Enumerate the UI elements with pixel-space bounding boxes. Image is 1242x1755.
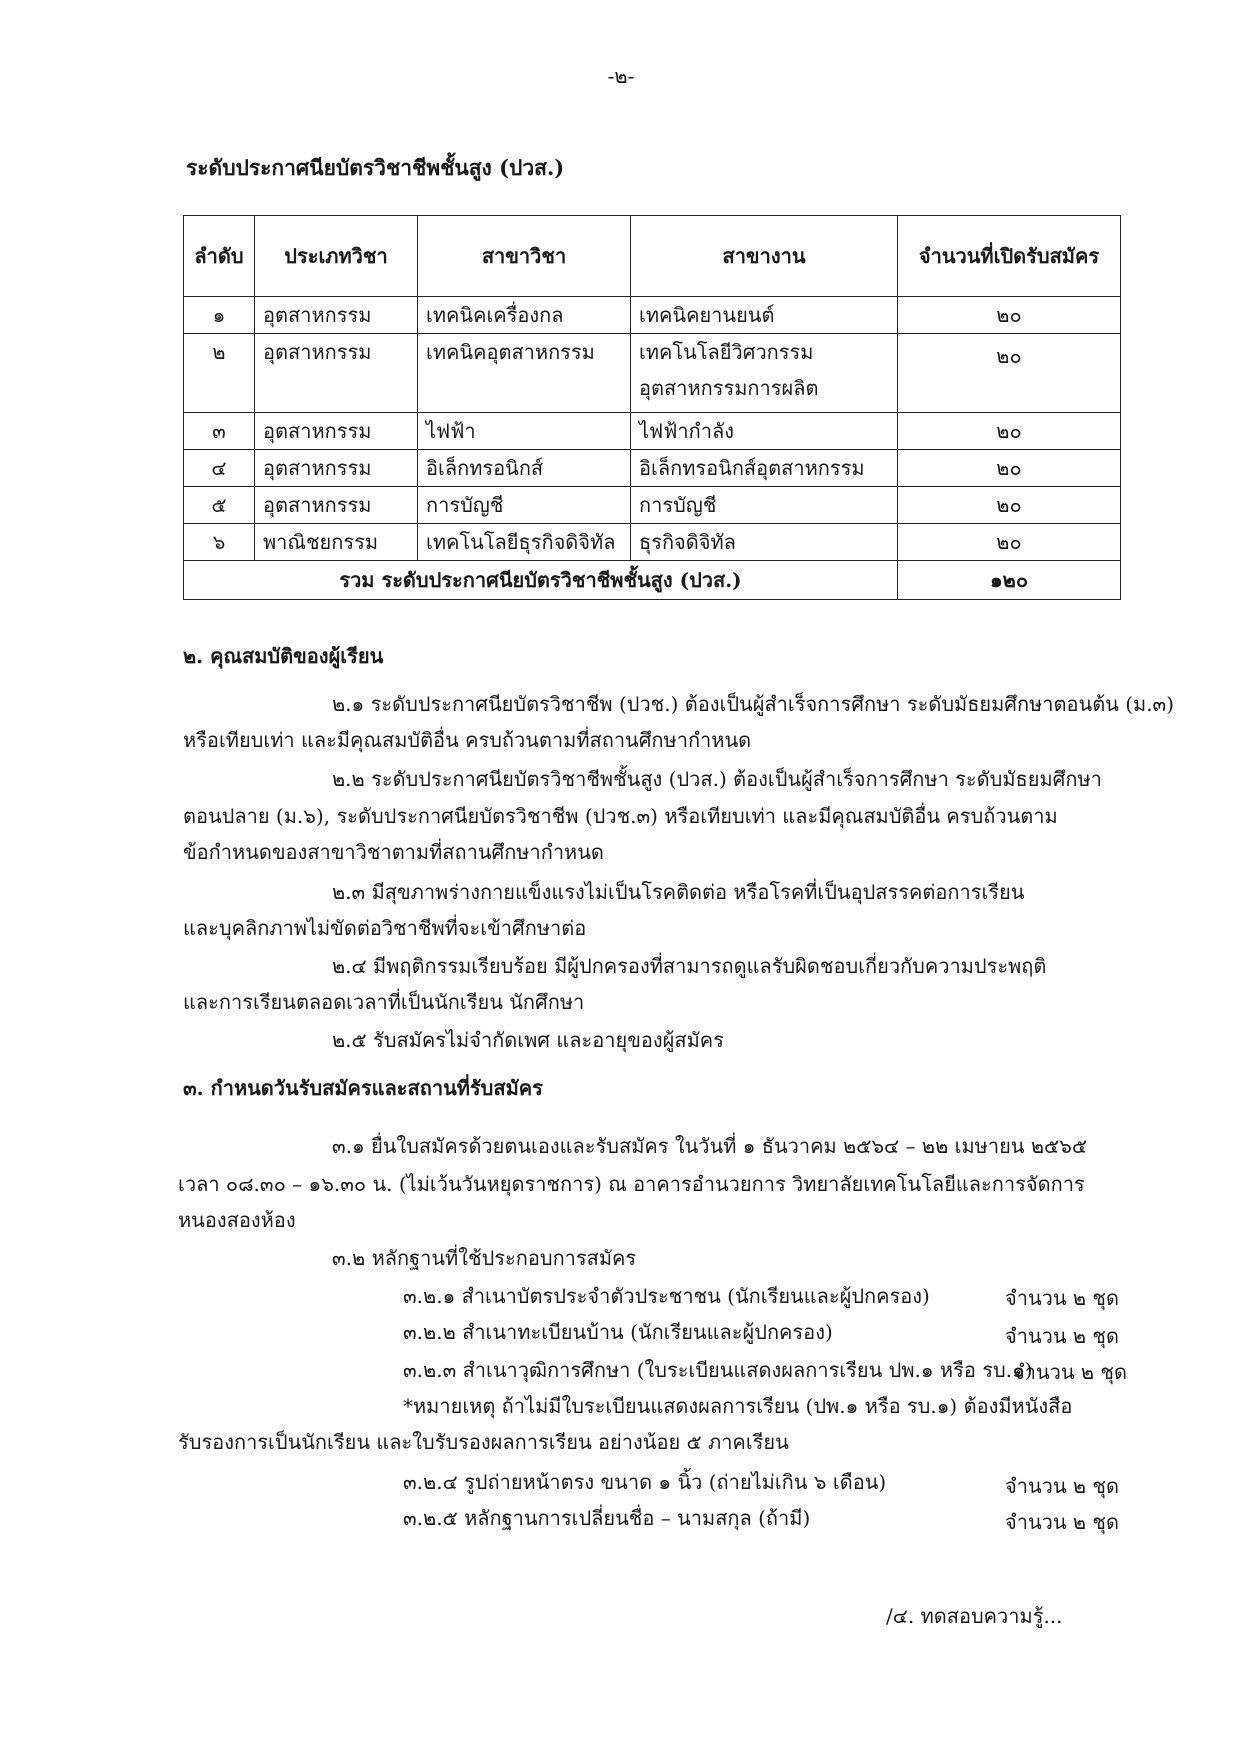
cell-major: เทคนิคอุตสาหกรรม	[418, 334, 631, 413]
table-row	[184, 413, 1121, 450]
table-total-row	[184, 561, 1121, 600]
cell-field-line1: เทคโนโลยีวิศวกรรม	[639, 340, 814, 364]
s3-item-5: ๓.๒.๕ หลักฐานการเปลี่ยนชื่อ – นามสกุล (ถ้ามี)	[403, 1506, 811, 1530]
table-row	[184, 487, 1121, 524]
s2-p3-line2: และบุคลิกภาพไม่ขัดต่อวิชาชีพที่จะเข้าศึกษาต่อ	[183, 916, 587, 940]
table-row	[184, 334, 1121, 413]
page-number: -๒-	[607, 64, 635, 88]
s3-note-line2: รับรองการเป็นนักเรียน และใบรับรองผลการเรียน อย่างน้อย ๕ ภาคเรียน	[178, 1430, 789, 1454]
cell-no: ๕	[184, 487, 255, 524]
s2-p2-line1: ๒.๒ ระดับประกาศนียบัตรวิชาชีพชั้นสูง (ปวส.) ต้องเป็นผู้สำเร็จการศึกษา ระดับมัธยมศึกษา	[332, 767, 1102, 791]
s3-item-3-qty: จำนวน ๒ ชุด	[1013, 1360, 1127, 1384]
cell-count: ๒๐	[898, 487, 1121, 524]
cell-type: อุตสาหกรรม	[255, 450, 418, 487]
cell-count: ๒๐	[898, 334, 1121, 413]
cell-field: การบัญชี	[631, 487, 898, 524]
s3-p2: ๓.๒ หลักฐานที่ใช้ประกอบการสมัคร	[332, 1246, 637, 1270]
col-header-field: สาขางาน	[631, 216, 898, 297]
cell-count: ๒๐	[898, 413, 1121, 450]
section-2-heading: ๒. คุณสมบัติของผู้เรียน	[183, 644, 384, 668]
s2-p1-line2: หรือเทียบเท่า และมีคุณสมบัติอื่น ครบถ้วนตามที่สถานศึกษากำหนด	[183, 728, 752, 752]
table-row	[184, 297, 1121, 334]
cell-type: พาณิชยกรรม	[255, 524, 418, 561]
cell-count: ๒๐	[898, 524, 1121, 561]
cell-type: อุตสาหกรรม	[255, 413, 418, 450]
table-row	[184, 450, 1121, 487]
total-label: รวม ระดับประกาศนียบัตรวิชาชีพชั้นสูง (ปวส.)	[184, 561, 898, 600]
s3-p1-line3: หนองสองห้อง	[178, 1208, 296, 1232]
cell-no: ๓	[184, 413, 255, 450]
s3-item-1: ๓.๒.๑ สำเนาบัตรประจำตัวประชาชน (นักเรียนและผู้ปกครอง)	[403, 1284, 930, 1308]
cell-major: ไฟฟ้า	[418, 413, 631, 450]
s3-item-4: ๓.๒.๔ รูปถ่ายหน้าตรง ขนาด ๑ นิ้ว (ถ่ายไม่เกิน ๖ เดือน)	[403, 1470, 887, 1494]
cell-field	[631, 334, 898, 413]
s3-item-4-qty: จำนวน ๒ ชุด	[1005, 1474, 1119, 1498]
s3-item-3: ๓.๒.๓ สำเนาวุฒิการศึกษา (ใบระเบียนแสดงผลการเรียน ปพ.๑ หรือ รบ.๑)	[403, 1358, 1033, 1382]
total-value: ๑๒๐	[898, 561, 1121, 600]
cell-count: ๒๐	[898, 450, 1121, 487]
s2-p3-line1: ๒.๓ มีสุขภาพร่างกายแข็งแรงไม่เป็นโรคติดต่อ หรือโรคที่เป็นอุปสรรคต่อการเรียน	[332, 880, 1025, 904]
cell-major: อิเล็กทรอนิกส์	[418, 450, 631, 487]
cell-field: ไฟฟ้ากำลัง	[631, 413, 898, 450]
col-header-count: จำนวนที่เปิดรับสมัคร	[898, 216, 1121, 297]
s3-p1-line2: เวลา ๐๘.๓๐ – ๑๖.๓๐ น. (ไม่เว้นวันหยุดราชการ) ณ อาคารอำนวยการ วิทยาลัยเทคโนโลยีและการจัดการ	[178, 1172, 1085, 1196]
cell-field-line2: อุตสาหกรรมการผลิต	[639, 376, 819, 400]
s2-p1-line1: ๒.๑ ระดับประกาศนียบัตรวิชาชีพ (ปวช.) ต้องเป็นผู้สำเร็จการศึกษา ระดับมัธยมศึกษาตอนต้น (ม.๓)	[332, 692, 1175, 716]
s3-note-line1: *หมายเหตุ ถ้าไม่มีใบระเบียนแสดงผลการเรียน (ปพ.๑ หรือ รบ.๑) ต้องมีหนังสือ	[403, 1394, 1073, 1418]
s3-item-2: ๓.๒.๒ สำเนาทะเบียนบ้าน (นักเรียนและผู้ปกครอง)	[403, 1320, 833, 1344]
cell-no: ๑	[184, 297, 255, 334]
section-3-heading: ๓. กำหนดวันรับสมัครและสถานที่รับสมัคร	[183, 1076, 543, 1100]
cell-major: เทคโนโลยีธุรกิจดิจิทัล	[418, 524, 631, 561]
cell-field: อิเล็กทรอนิกส์อุตสาหกรรม	[631, 450, 898, 487]
table-header-row	[184, 216, 1121, 297]
cell-major: เทคนิคเครื่องกล	[418, 297, 631, 334]
cell-field: ธุรกิจดิจิทัล	[631, 524, 898, 561]
section-title: ระดับประกาศนียบัตรวิชาชีพชั้นสูง (ปวส.)	[186, 155, 565, 180]
s3-item-1-qty: จำนวน ๒ ชุด	[1005, 1286, 1119, 1310]
cell-no: ๔	[184, 450, 255, 487]
program-table	[183, 215, 1121, 600]
cell-type: อุตสาหกรรม	[255, 487, 418, 524]
s2-p4-line1: ๒.๔ มีพฤติกรรมเรียบร้อย มีผู้ปกครองที่สามารถดูแลรับผิดชอบเกี่ยวกับความประพฤติ	[332, 954, 1047, 978]
s2-p2-line2: ตอนปลาย (ม.๖), ระดับประกาศนียบัตรวิชาชีพ (ปวช.๓) หรือเทียบเท่า และมีคุณสมบัติอื่น ครบถ้วนตาม	[183, 804, 1058, 828]
s3-item-2-qty: จำนวน ๒ ชุด	[1005, 1324, 1119, 1348]
col-header-no: ลำดับ	[184, 216, 255, 297]
s2-p5: ๒.๕ รับสมัครไม่จำกัดเพศ และอายุของผู้สมัคร	[332, 1028, 724, 1052]
cell-type: อุตสาหกรรม	[255, 297, 418, 334]
cell-major: การบัญชี	[418, 487, 631, 524]
cell-no: ๒	[184, 334, 255, 413]
table-row	[184, 524, 1121, 561]
col-header-type: ประเภทวิชา	[255, 216, 418, 297]
cell-no: ๖	[184, 524, 255, 561]
s3-item-5-qty: จำนวน ๒ ชุด	[1005, 1510, 1119, 1534]
cell-type: อุตสาหกรรม	[255, 334, 418, 413]
footer-continuation: /๔. ทดสอบความรู้...	[886, 1604, 1063, 1628]
s2-p4-line2: และการเรียนตลอดเวลาที่เป็นนักเรียน นักศึกษา	[183, 990, 585, 1014]
cell-field: เทคนิคยานยนต์	[631, 297, 898, 334]
s3-p1-line1: ๓.๑ ยื่นใบสมัครด้วยตนเองและรับสมัคร ในวันที่ ๑ ธันวาคม ๒๕๖๔ – ๒๒ เมษายน ๒๕๖๕	[332, 1134, 1087, 1158]
s2-p2-line3: ข้อกำหนดของสาขาวิชาตามที่สถานศึกษากำหนด	[183, 840, 604, 864]
col-header-major: สาขาวิชา	[418, 216, 631, 297]
cell-count: ๒๐	[898, 297, 1121, 334]
